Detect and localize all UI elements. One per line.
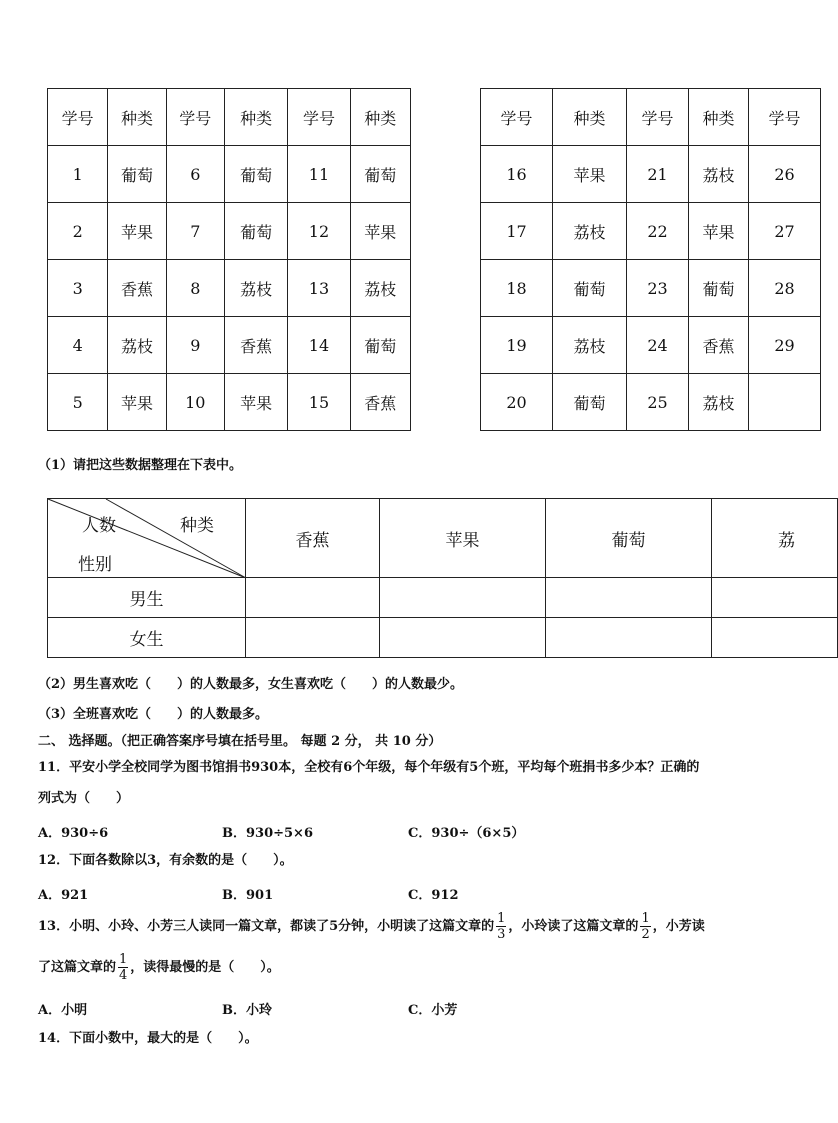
blank-cell[interactable] <box>246 618 380 658</box>
question-11-line-2: 列式为（ ） <box>38 791 130 806</box>
student-number-cell: 16 <box>481 146 553 203</box>
data-table-1-body <box>48 89 411 431</box>
data-table-1 <box>47 88 411 431</box>
q13-text-3: ，小芳读 <box>652 919 705 934</box>
table-row <box>48 374 411 431</box>
student-number-cell: 11 <box>288 146 350 203</box>
student-number-cell: 13 <box>288 260 350 317</box>
col-header-grape: 葡萄 <box>546 499 712 578</box>
table-row <box>481 374 821 431</box>
col-header-lychee: 荔 <box>712 499 838 578</box>
col-header-apple: 苹果 <box>380 499 546 578</box>
corner-label-type: 种类 <box>180 516 214 536</box>
question-13-line-2 <box>38 952 280 983</box>
blank-cell[interactable] <box>712 578 838 618</box>
table-row <box>481 146 821 203</box>
q12-option-a[interactable]: A．921 <box>38 888 89 903</box>
q13-option-a[interactable]: A．小明 <box>38 1003 88 1018</box>
q11-option-a[interactable]: A．930÷6 <box>38 826 109 841</box>
fruit-type-cell: 苹果 <box>224 374 287 431</box>
fruit-type-cell: 荔枝 <box>689 374 749 431</box>
q13-text-1: 13．小明、小玲、小芳三人读同一篇文章，都读了5分钟，小明读了这篇文章的 <box>38 919 495 934</box>
table-row <box>481 317 821 374</box>
table-row <box>48 146 411 203</box>
student-number-cell: 7 <box>166 203 224 260</box>
student-number-cell: 26 <box>749 146 821 203</box>
table-row <box>481 260 821 317</box>
tally-row-boys <box>48 578 838 618</box>
fruit-type-cell: 香蕉 <box>224 317 287 374</box>
student-number-cell: 6 <box>166 146 224 203</box>
diagonal-header-cell <box>48 499 246 578</box>
student-number-cell: 20 <box>481 374 553 431</box>
blank-cell[interactable] <box>546 578 712 618</box>
instruction-1: （1）请把这些数据整理在下表中。 <box>38 458 243 473</box>
question-14: 14．下面小数中，最大的是（ ）。 <box>38 1031 258 1046</box>
table-row <box>48 203 411 260</box>
column-header: 学号 <box>288 89 350 146</box>
column-header: 种类 <box>108 89 166 146</box>
student-number-cell: 29 <box>749 317 821 374</box>
student-number-cell: 14 <box>288 317 350 374</box>
table1-header-row <box>48 89 411 146</box>
q13-option-c[interactable]: C．小芳 <box>408 1003 458 1018</box>
student-number-cell: 17 <box>481 203 553 260</box>
question-12: 12．下面各数除以3，有余数的是（ ）。 <box>38 853 293 868</box>
student-number-cell: 15 <box>288 374 350 431</box>
question-13-line-1 <box>38 911 705 942</box>
table-row <box>48 260 411 317</box>
student-number-cell: 28 <box>749 260 821 317</box>
fruit-type-cell: 荔枝 <box>689 146 749 203</box>
corner-label-count: 人数 <box>82 516 116 536</box>
fruit-type-cell: 葡萄 <box>108 146 166 203</box>
student-number-cell <box>749 374 821 431</box>
table-row <box>481 203 821 260</box>
fruit-type-cell: 苹果 <box>689 203 749 260</box>
fruit-type-cell: 葡萄 <box>350 146 410 203</box>
data-table-2-body <box>481 89 821 431</box>
fruit-type-cell: 荔枝 <box>108 317 166 374</box>
fruit-type-cell: 荔枝 <box>224 260 287 317</box>
corner-label-gender: 性别 <box>78 555 112 575</box>
column-header: 种类 <box>224 89 287 146</box>
column-header: 学号 <box>627 89 689 146</box>
fruit-type-cell: 苹果 <box>553 146 627 203</box>
q12-option-c[interactable]: C．912 <box>408 888 459 903</box>
student-number-cell: 2 <box>48 203 108 260</box>
question-11-line-1: 11．平安小学全校同学为图书馆捐书930本，全校有6个年级，每个年级有5个班，平均每个班捐书多少本？正确的 <box>38 760 700 775</box>
fruit-type-cell: 葡萄 <box>553 260 627 317</box>
student-number-cell: 8 <box>166 260 224 317</box>
fraction-one-half: $\frac{1}{2}$ <box>641 911 650 942</box>
col-header-banana: 香蕉 <box>246 499 380 578</box>
blank-cell[interactable] <box>380 618 546 658</box>
student-number-cell: 9 <box>166 317 224 374</box>
fruit-type-cell: 葡萄 <box>224 146 287 203</box>
question-3: （3）全班喜欢吃（ ）的人数最多。 <box>38 707 269 722</box>
fruit-type-cell: 荔枝 <box>350 260 410 317</box>
fruit-type-cell: 葡萄 <box>689 260 749 317</box>
fruit-type-cell: 葡萄 <box>553 374 627 431</box>
tally-row-girls <box>48 618 838 658</box>
fruit-type-cell: 苹果 <box>108 203 166 260</box>
column-header: 学号 <box>166 89 224 146</box>
table2-header-row <box>481 89 821 146</box>
fruit-type-cell: 香蕉 <box>689 317 749 374</box>
student-number-cell: 27 <box>749 203 821 260</box>
q11-option-b[interactable]: B．930÷5×6 <box>222 826 314 841</box>
table-row <box>48 317 411 374</box>
fruit-type-cell: 荔枝 <box>553 203 627 260</box>
fruit-type-cell: 苹果 <box>350 203 410 260</box>
fraction-one-third: $\frac{1}{3}$ <box>497 911 506 942</box>
column-header: 种类 <box>689 89 749 146</box>
student-number-cell: 5 <box>48 374 108 431</box>
student-number-cell: 4 <box>48 317 108 374</box>
row-label-girls: 女生 <box>48 618 246 658</box>
tally-table <box>47 498 838 658</box>
fruit-type-cell: 苹果 <box>108 374 166 431</box>
student-number-cell: 18 <box>481 260 553 317</box>
fruit-type-cell: 葡萄 <box>224 203 287 260</box>
student-number-cell: 24 <box>627 317 689 374</box>
student-number-cell: 1 <box>48 146 108 203</box>
blank-cell[interactable] <box>246 578 380 618</box>
column-header: 学号 <box>48 89 108 146</box>
q13-text-5: ，读得最慢的是（ ）。 <box>130 960 280 975</box>
student-number-cell: 12 <box>288 203 350 260</box>
fruit-type-cell: 香蕉 <box>350 374 410 431</box>
q13-text-2: ，小玲读了这篇文章的 <box>508 919 639 934</box>
blank-cell[interactable] <box>380 578 546 618</box>
tally-header-row <box>48 499 838 578</box>
student-number-cell: 25 <box>627 374 689 431</box>
fruit-type-cell: 葡萄 <box>350 317 410 374</box>
student-number-cell: 19 <box>481 317 553 374</box>
student-number-cell: 23 <box>627 260 689 317</box>
student-number-cell: 10 <box>166 374 224 431</box>
data-table-2 <box>480 88 821 431</box>
column-header: 种类 <box>553 89 627 146</box>
fruit-type-cell: 香蕉 <box>108 260 166 317</box>
fraction-one-quarter: $\frac{1}{4}$ <box>119 952 128 983</box>
student-number-cell: 22 <box>627 203 689 260</box>
column-header: 种类 <box>350 89 410 146</box>
row-label-boys: 男生 <box>48 578 246 618</box>
q13-text-4: 了这篇文章的 <box>38 960 117 975</box>
student-number-cell: 3 <box>48 260 108 317</box>
student-number-cell: 21 <box>627 146 689 203</box>
fruit-type-cell: 荔枝 <box>553 317 627 374</box>
blank-cell[interactable] <box>546 618 712 658</box>
q13-option-b[interactable]: B．小玲 <box>222 1003 272 1018</box>
q12-option-b[interactable]: B．901 <box>222 888 274 903</box>
column-header: 学号 <box>481 89 553 146</box>
blank-cell[interactable] <box>712 618 838 658</box>
section-heading: 二、 选择题。（把正确答案序号填在括号里。 每题 2 分， 共 10 分） <box>38 734 442 749</box>
column-header: 学号 <box>749 89 821 146</box>
question-2: （2）男生喜欢吃（ ）的人数最多，女生喜欢吃（ ）的人数最少。 <box>38 677 464 692</box>
q11-option-c[interactable]: C．930÷（6×5） <box>408 826 525 841</box>
